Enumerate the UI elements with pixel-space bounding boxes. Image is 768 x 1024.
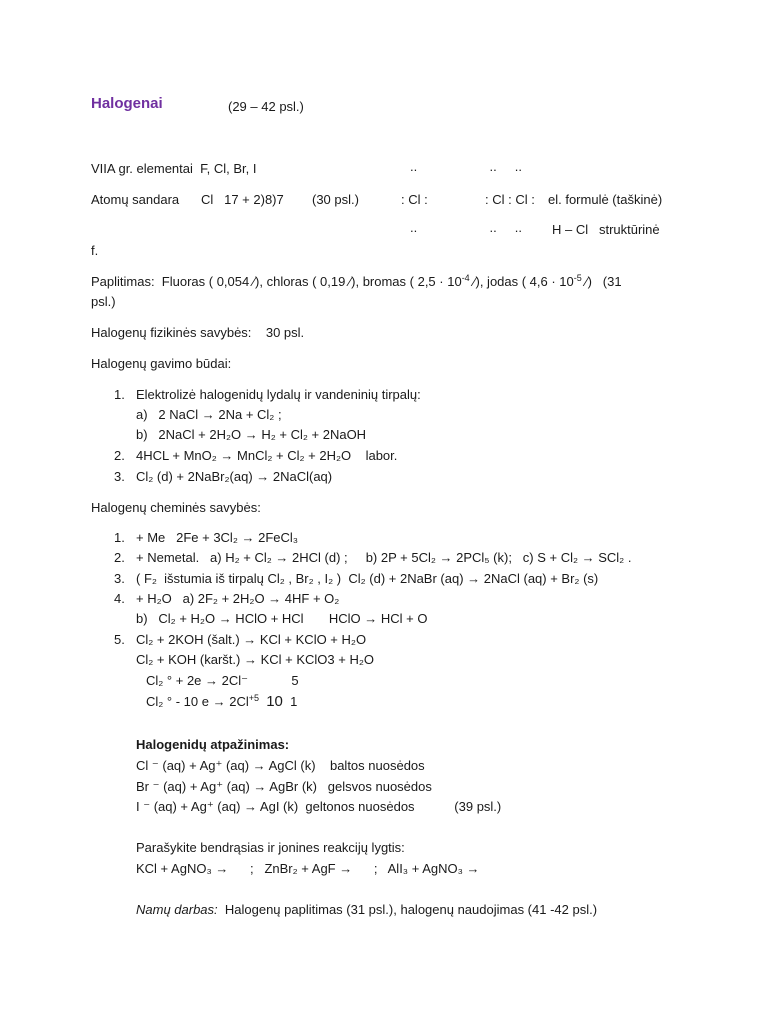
chemical-item-2: + Nemetal. a) H₂ + Cl₂ → 2HCl (d) ; b) 2P + 5Cl₂ → 2PCl₅ (k); c) S + Cl₂ → SCl₂ . [136,550,632,565]
abundance-line [91,274,622,290]
redox-coefficient: 1 [282,694,298,709]
percent-glyph: ⁄ [252,274,256,289]
oxidation-state: +5 [248,693,259,703]
homework-text: Halogenų paplitimas (31 psl.), halogenų naudojimas (41 -42 psl.) [217,902,598,917]
production-item-2: 4HCL + MnO₂ → MnCl₂ + Cl₂ + 2H₂O labor. [136,448,398,463]
exponent: -5 [573,273,582,283]
structural-formula: H – Cl struktūrinė [552,222,660,237]
redox-factor: 10 [266,693,283,710]
production-item-1: Elektrolizė halogenidų lydalų ir vandeninių tirpalų: [136,387,421,402]
percent-glyph: ⁄ [585,274,588,289]
atom-label: Atomų sandara [91,192,180,207]
chemical-item-4b: b) Cl₂ + H₂O → HClO + HCl HClO → HCl + O [136,611,428,626]
redox-text: Cl₂ ° - 10 e → 2Cl [146,694,249,709]
percent-glyph: ⁄ [473,274,476,289]
identification-line-1: Cl ⁻ (aq) + Ag⁺ (aq) → AgCl (k) baltos nuosėdos [136,758,425,773]
homework-label: Namų darbas: [136,902,218,917]
list-number: 4. [114,591,125,606]
exercise-prompt: Parašykite bendrąsias ir jonines reakcijų lygtis: [136,840,405,855]
chemical-item-4a: + H₂O a) 2F₂ + 2H₂O → 4HF + O₂ [136,591,340,606]
list-number: 2. [114,448,125,463]
lewis-dots-top: .. .. .. [410,159,522,174]
exponent: -4 [461,273,470,283]
identification-heading: Halogenidų atpažinimas: [136,737,290,752]
production-heading: Halogenų gavimo būdai: [91,356,232,371]
abundance-text-e: ) (31 [587,274,622,289]
percent-glyph: ⁄ [348,274,352,289]
exercise-equations: KCl + AgNO₃ → ; ZnBr₂ + AgF → ; AlI₃ + AgNO₃ → [136,861,480,876]
redox-line-2 [146,694,297,710]
abundance-text-c: ), bromas ( 2,5 · 10 [351,274,462,289]
page-range: (29 – 42 psl.) [228,99,304,114]
production-item-1a: a) 2 NaCl → 2Na + Cl₂ ; [136,407,282,422]
identification-line-2: Br ⁻ (aq) + Ag⁺ (aq) → AgBr (k) gelsvos nuosėdos [136,779,432,794]
abundance-text-a: Paplitimas: Fluoras ( 0,054 [91,274,253,289]
chemical-item-1: + Me 2Fe + 3Cl₂ → 2FeCl₃ [136,530,299,545]
production-item-3: Cl₂ (d) + 2NaBr₂(aq) → 2NaCl(aq) [136,469,333,484]
atom-page: (30 psl.) [312,192,359,207]
atom-structure: Cl 17 + 2)8)7 [201,192,284,207]
abundance-text-d: ), jodas ( 4,6 · 10 [475,274,574,289]
chemical-item-5a: Cl₂ + 2KOH (šalt.) → KCl + KClO + H₂O [136,632,367,647]
electron-formula-label: el. formulė (taškinė) [548,192,663,207]
abundance-cont: psl.) [91,294,116,309]
chemical-item-5b: Cl₂ + KOH (karšt.) → KCl + KClO3 + H₂O [136,652,374,667]
chemical-heading: Halogenų cheminės savybės: [91,500,261,515]
list-number: 5. [114,632,125,647]
redox-line-1: Cl₂ ° + 2e → 2Cl⁻ 5 [146,673,299,688]
page-title: Halogenai [91,95,163,112]
homework-line [136,902,597,918]
chemical-item-3: ( F₂ išstumia iš tirpalų Cl₂ , Br₂ , I₂ ) Cl₂ (d) + 2NaBr (aq) → 2NaCl (aq) + Br₂ (s) [136,571,599,586]
identification-line-3: I ⁻ (aq) + Ag⁺ (aq) → AgI (k) geltonos nuosėdos (39 psl.) [136,799,502,814]
list-number: 1. [114,530,125,545]
group-line: VIIA gr. elementai F, Cl, Br, I [91,161,257,176]
lewis-cl: : Cl : [401,192,428,207]
lewis-dots-bottom: .. .. .. [410,220,522,235]
list-number: 3. [114,469,125,484]
list-number: 1. [114,387,125,402]
lewis-cl2: : Cl : Cl : [485,192,535,207]
production-item-1b: b) 2NaCl + 2H₂O → H₂ + Cl₂ + 2NaOH [136,427,367,442]
structural-cont: f. [91,243,99,258]
list-number: 3. [114,571,125,586]
list-number: 2. [114,550,125,565]
abundance-text-b: ), chloras ( 0,19 [255,274,349,289]
physical-properties: Halogenų fizikinės savybės: 30 psl. [91,325,305,340]
